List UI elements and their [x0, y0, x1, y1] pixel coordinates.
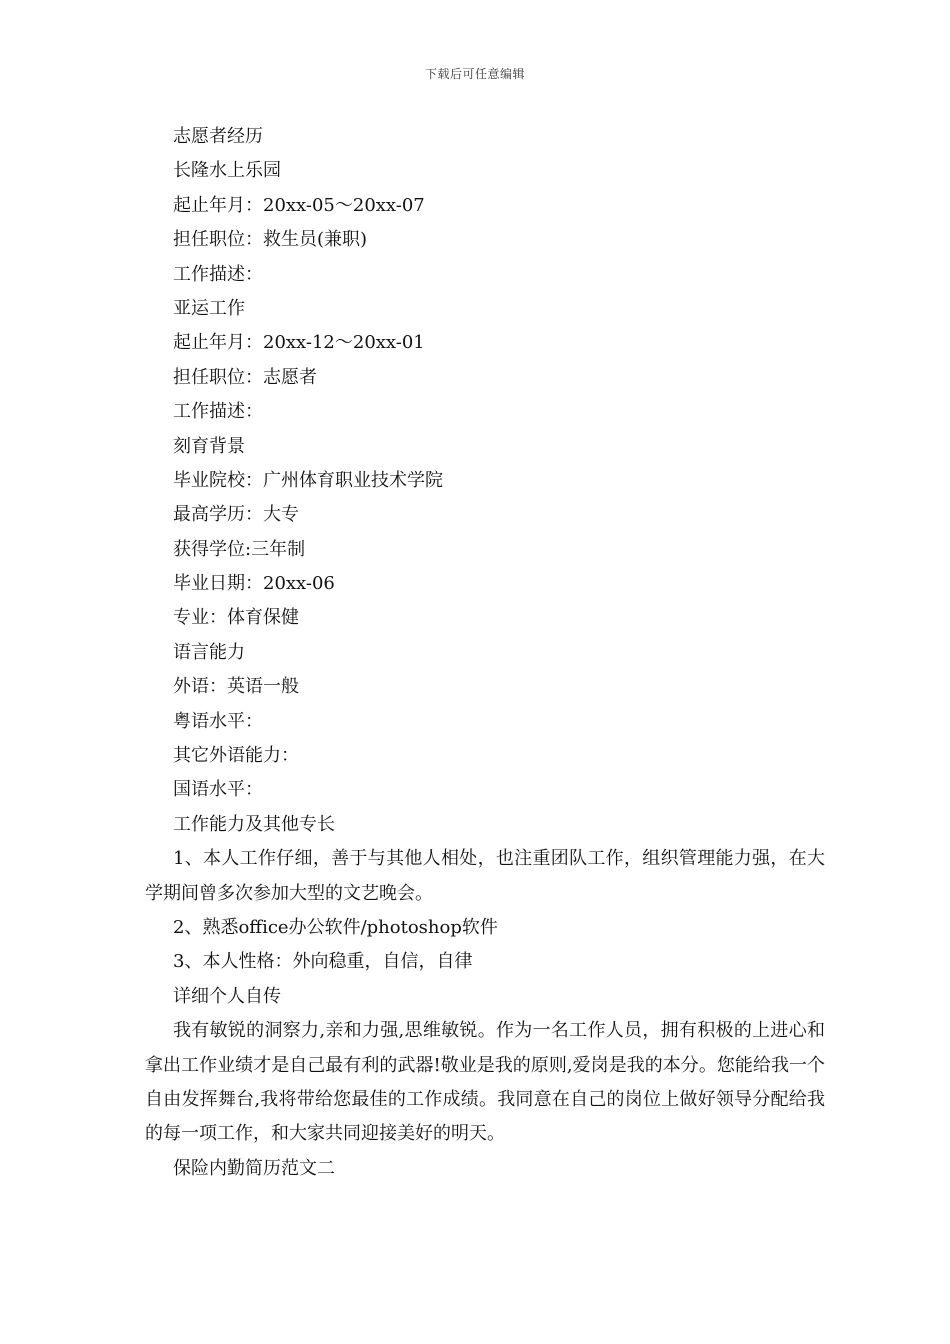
volunteer-desc-label-1: 工作描述：: [173, 263, 263, 285]
volunteer-org-1: 长隆水上乐园: [173, 160, 281, 182]
section-heading-volunteer: 志愿者经历: [173, 126, 263, 147]
language-cantonese: 粤语水平：: [173, 710, 263, 732]
section-heading-language: 语言能力: [173, 641, 245, 663]
section-heading-bio: 详细个人自传: [173, 985, 281, 1007]
next-resume-heading: 保险内勤简历范文二: [173, 1157, 335, 1179]
language-other: 其它外语能力：: [173, 745, 299, 767]
skill-item-3: 3、本人性格：外向稳重，自信，自律: [173, 951, 473, 973]
education-graduation-date: 毕业日期：20xx-06: [173, 573, 335, 595]
education-school: 毕业院校：广州体育职业技术学院: [173, 469, 443, 491]
education-degree: 获得学位:三年制: [173, 538, 306, 560]
volunteer-org-2: 亚运工作: [173, 297, 245, 319]
volunteer-position-1: 担任职位：救生员(兼职): [173, 229, 368, 251]
education-major: 专业：体育保健: [173, 607, 299, 629]
volunteer-position-2: 担任职位：志愿者: [173, 366, 317, 388]
section-heading-education: 刻育背景: [173, 435, 245, 457]
language-foreign: 外语：英语一般: [173, 676, 299, 698]
section-heading-skills: 工作能力及其他专长: [173, 813, 335, 835]
volunteer-period-1: 起止年月：20xx-05～20xx-07: [173, 194, 425, 216]
volunteer-period-2: 起止年月：20xx-12～20xx-01: [173, 332, 425, 354]
bio-paragraph: 我有敏锐的洞察力,亲和力强,思维敏锐。作为一名工作人员，拥有积极的上进心和拿出工作业绩才是自己最有利的武器!敬业是我的原则,爱岗是我的本分。您能给我一个自由发挥舞台,我将带给您最佳的工作成绩。我同意在自己的岗位上做好领导分配给我的每一项工作，和大家共同迎接美好的明天。: [145, 1020, 825, 1145]
language-mandarin: 国语水平：: [173, 779, 263, 801]
skill-item-2: 2、熟悉office办公软件/photoshop软件: [173, 917, 498, 939]
volunteer-desc-label-2: 工作描述：: [173, 401, 263, 423]
skill-item-1: 1、本人工作仔细，善于与其他人相处，也注重团队工作，组织管理能力强，在大学期间曾多次参加大型的文艺晚会。: [145, 848, 825, 904]
education-degree-level: 最高学历：大专: [173, 504, 299, 526]
resume-body: [145, 120, 825, 1186]
page-header-note: 下载后可任意编辑: [424, 67, 525, 81]
